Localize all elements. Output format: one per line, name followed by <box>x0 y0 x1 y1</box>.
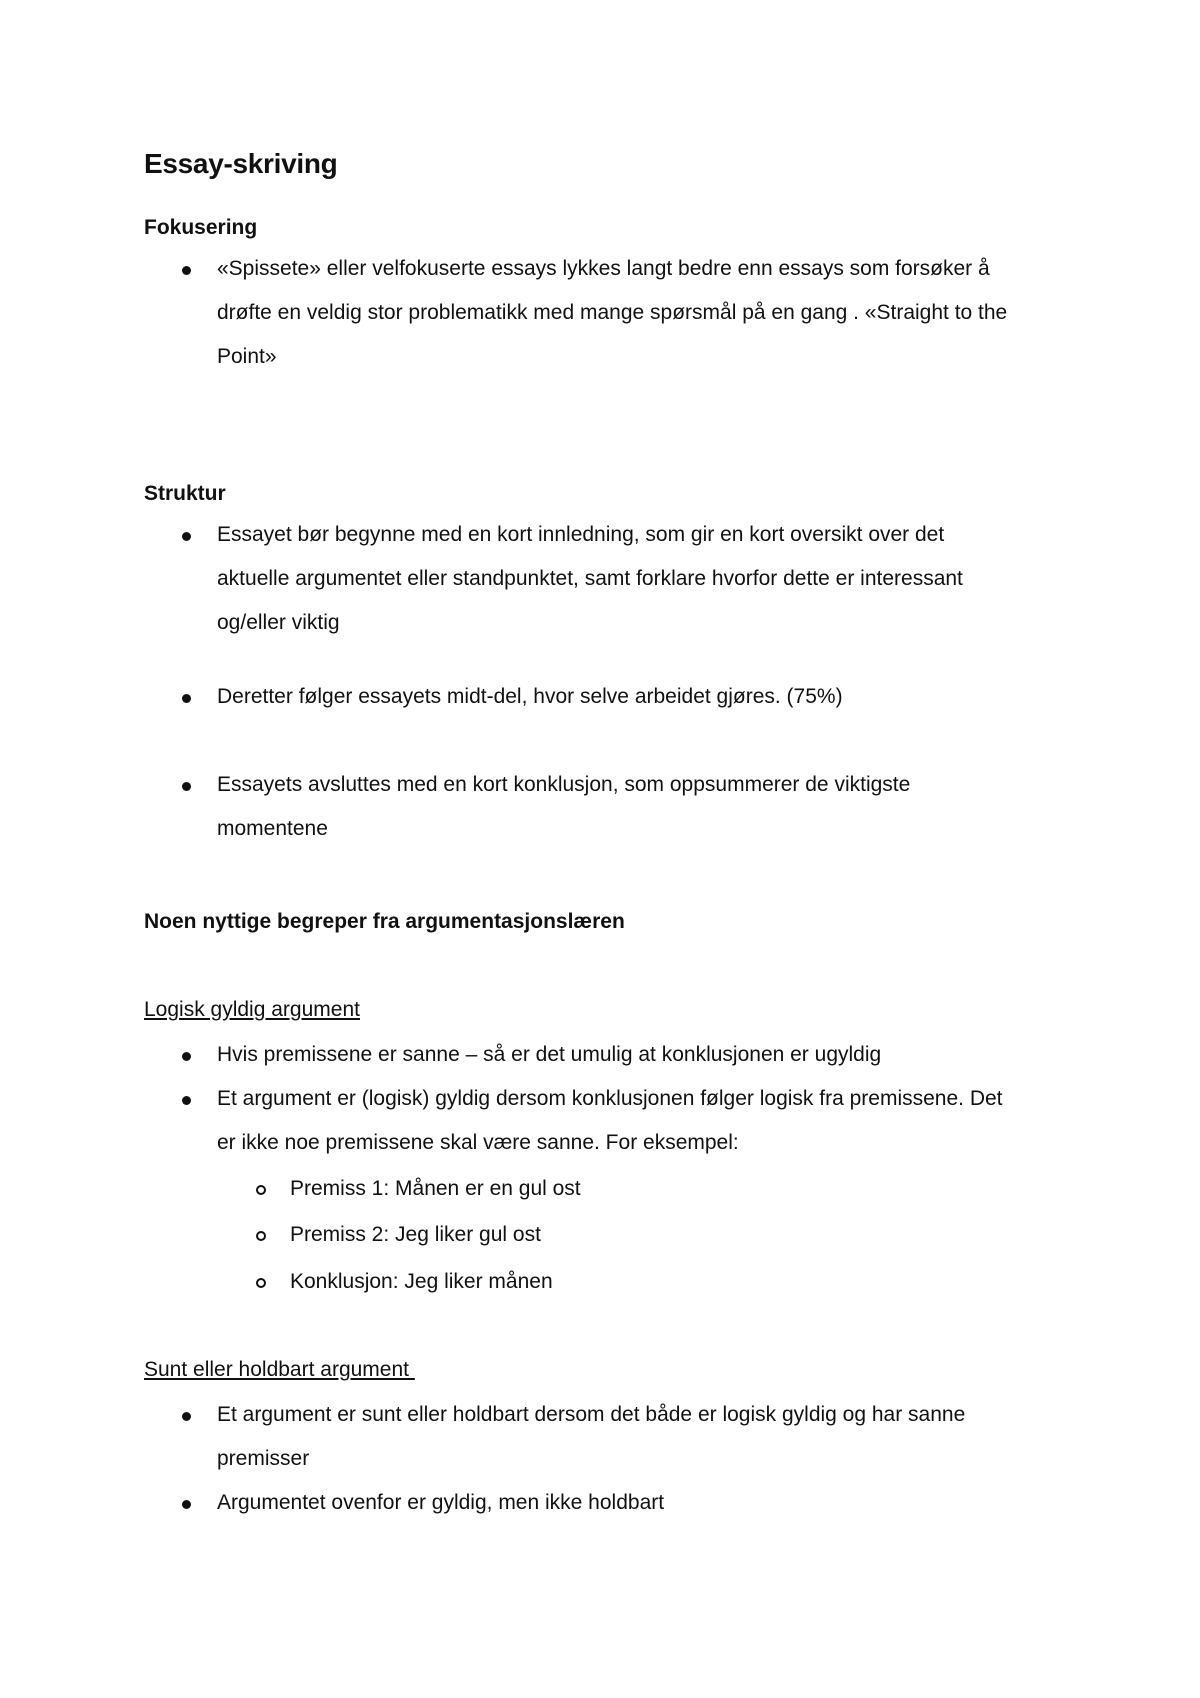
list-item-text: Deretter følger essayets midt-del, hvor selve arbeidet gjøres. (75%) <box>217 685 843 708</box>
list-item-text: «Spissete» eller velfokuserte essays lykkes langt bedre enn essays som forsøker å <box>217 257 990 280</box>
list-item-text: drøfte en veldig stor problematikk med mange spørsmål på en gang . «Straight to the <box>217 301 1008 324</box>
sub-list-item-text: Konklusjon: Jeg liker månen <box>290 1270 553 1293</box>
sub-list-item-text: Premiss 1: Månen er en gul ost <box>290 1177 581 1200</box>
section-heading-fokusering: Fokusering <box>144 216 258 239</box>
list-item-text: Essayets avsluttes med en kort konklusjon, som oppsummerer de viktigste <box>217 773 911 796</box>
circle-bullet-icon <box>256 1278 266 1288</box>
list-item-text: momentene <box>217 817 328 840</box>
bullet-icon <box>182 1412 191 1421</box>
list-item-text: er ikke noe premissene skal være sanne. For eksempel: <box>217 1131 739 1154</box>
bullet-icon <box>182 1052 191 1061</box>
bullet-icon <box>182 1500 191 1509</box>
list-item-text: Argumentet ovenfor er gyldig, men ikke holdbart <box>217 1491 665 1514</box>
section-heading-begreper: Noen nyttige begreper fra argumentasjonslæren <box>144 910 625 933</box>
list-item-text: aktuelle argumentet eller standpunktet, samt forklare hvorfor dette er interessant <box>217 567 963 590</box>
bullet-icon <box>182 1096 191 1105</box>
list-item-text: Essayet bør begynne med en kort innledning, som gir en kort oversikt over det <box>217 523 945 546</box>
list-item-text: Et argument er (logisk) gyldig dersom konklusjonen følger logisk fra premissene. Det <box>217 1087 1003 1110</box>
bullet-icon <box>182 266 191 275</box>
section-heading-holdbart: Sunt eller holdbart argument <box>144 1358 415 1381</box>
list-item-text: og/eller viktig <box>217 611 340 634</box>
section-heading-struktur: Struktur <box>144 482 226 505</box>
bullet-icon <box>182 694 191 703</box>
sub-list-item-text: Premiss 2: Jeg liker gul ost <box>290 1223 541 1246</box>
circle-bullet-icon <box>256 1185 266 1195</box>
bullet-icon <box>182 532 191 541</box>
list-item-text: premisser <box>217 1447 310 1470</box>
list-item-text: Point» <box>217 345 277 368</box>
bullet-icon <box>182 782 191 791</box>
list-item-text: Et argument er sunt eller holdbart dersom det både er logisk gyldig og har sanne <box>217 1403 966 1426</box>
circle-bullet-icon <box>256 1231 266 1241</box>
document-title: Essay-skriving <box>144 148 338 179</box>
section-heading-gyldig: Logisk gyldig argument <box>144 998 360 1021</box>
list-item-text: Hvis premissene er sanne – så er det umulig at konklusjonen er ugyldig <box>217 1043 882 1066</box>
